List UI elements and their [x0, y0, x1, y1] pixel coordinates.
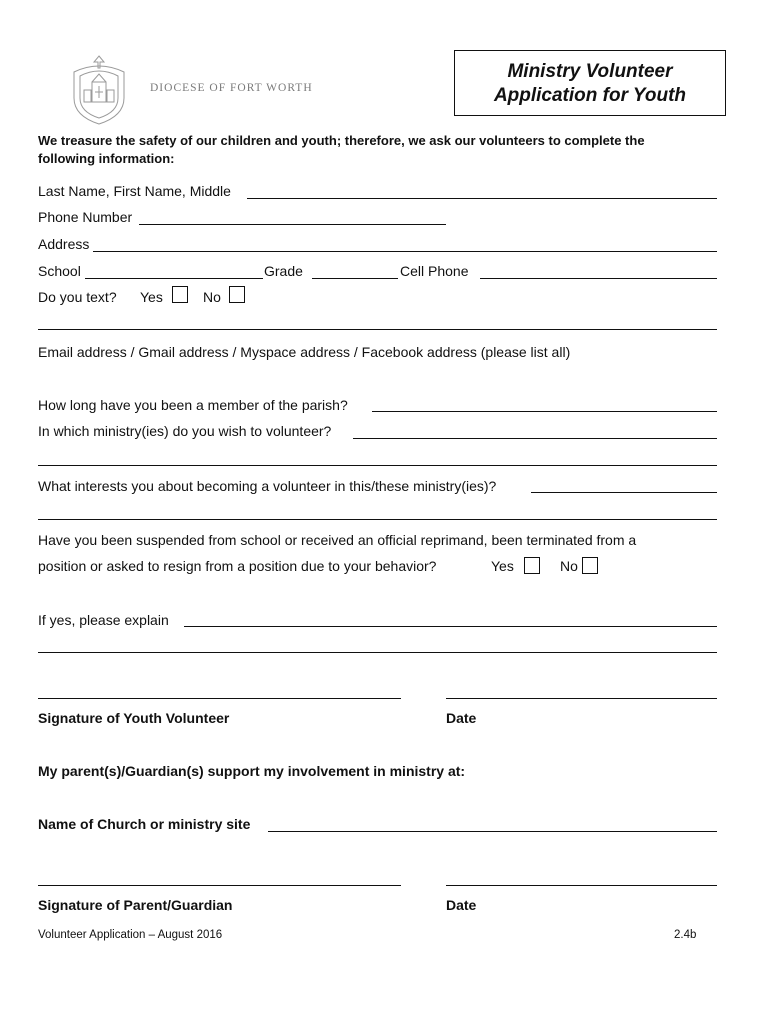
school-field[interactable]	[85, 278, 263, 279]
explain-field[interactable]	[184, 626, 717, 627]
youth-date-field[interactable]	[446, 698, 717, 699]
church-field[interactable]	[268, 831, 717, 832]
email-label: Email address / Gmail address / Myspace address / Facebook address (please list all)	[38, 344, 571, 360]
suspended-question-line-2: position or asked to resign from a position due to your behavior?	[38, 558, 437, 574]
text-no-checkbox[interactable]	[229, 286, 245, 303]
suspended-yes-checkbox[interactable]	[524, 557, 540, 574]
ministry-field-extra[interactable]	[38, 465, 717, 466]
footer-right: 2.4b	[674, 929, 697, 941]
phone-label: Phone Number	[38, 209, 133, 225]
email-field[interactable]	[38, 329, 717, 330]
parent-signature-field[interactable]	[38, 885, 401, 886]
text-no-label: No	[203, 289, 221, 305]
member-field[interactable]	[372, 411, 717, 412]
explain-field-extra[interactable]	[38, 652, 717, 653]
suspended-question-line-1: Have you been suspended from school or received an official reprimand, been terminated from a	[38, 532, 637, 548]
suspended-yes-label: Yes	[491, 558, 514, 574]
ministry-question: In which ministry(ies) do you wish to volunteer?	[38, 423, 332, 439]
parent-signature-label: Signature of Parent/Guardian	[38, 897, 233, 913]
explain-label: If yes, please explain	[38, 612, 169, 628]
intro-line-2: following information:	[38, 151, 175, 166]
footer-left: Volunteer Application – August 2016	[38, 929, 223, 941]
interest-field[interactable]	[531, 492, 717, 493]
youth-signature-field[interactable]	[38, 698, 401, 699]
parent-date-field[interactable]	[446, 885, 717, 886]
text-question: Do you text?	[38, 289, 117, 305]
ministry-field[interactable]	[353, 438, 717, 439]
parent-date-label: Date	[446, 897, 477, 913]
school-label: School	[38, 263, 81, 279]
text-yes-label: Yes	[140, 289, 163, 305]
name-field[interactable]	[247, 198, 717, 199]
cell-phone-field[interactable]	[480, 278, 717, 279]
form-title-box	[454, 50, 726, 116]
name-label: Last Name, First Name, Middle	[38, 183, 231, 199]
suspended-no-checkbox[interactable]	[582, 557, 598, 574]
suspended-no-label: No	[560, 558, 578, 574]
address-field[interactable]	[93, 251, 717, 252]
grade-label: Grade	[264, 263, 303, 279]
youth-signature-label: Signature of Youth Volunteer	[38, 710, 230, 726]
text-yes-checkbox[interactable]	[172, 286, 188, 303]
interest-question: What interests you about becoming a volunteer in this/these ministry(ies)?	[38, 478, 497, 494]
grade-field[interactable]	[312, 278, 398, 279]
intro-line-1: We treasure the safety of our children and youth; therefore, we ask our volunteers to complete the	[38, 133, 645, 148]
cell-phone-label: Cell Phone	[400, 263, 469, 279]
church-label: Name of Church or ministry site	[38, 816, 251, 832]
title-line-2: Application for Youth	[493, 85, 687, 106]
title-line-1: Ministry Volunteer	[507, 61, 673, 82]
support-statement: My parent(s)/Guardian(s) support my involvement in ministry at:	[38, 763, 466, 779]
address-label: Address	[38, 236, 90, 252]
diocese-crest-icon	[64, 52, 134, 126]
member-question: How long have you been a member of the parish?	[38, 397, 348, 413]
interest-field-extra[interactable]	[38, 519, 717, 520]
phone-field[interactable]	[139, 224, 446, 225]
youth-date-label: Date	[446, 710, 477, 726]
org-name: DIOCESE OF FORT WORTH	[150, 82, 313, 94]
